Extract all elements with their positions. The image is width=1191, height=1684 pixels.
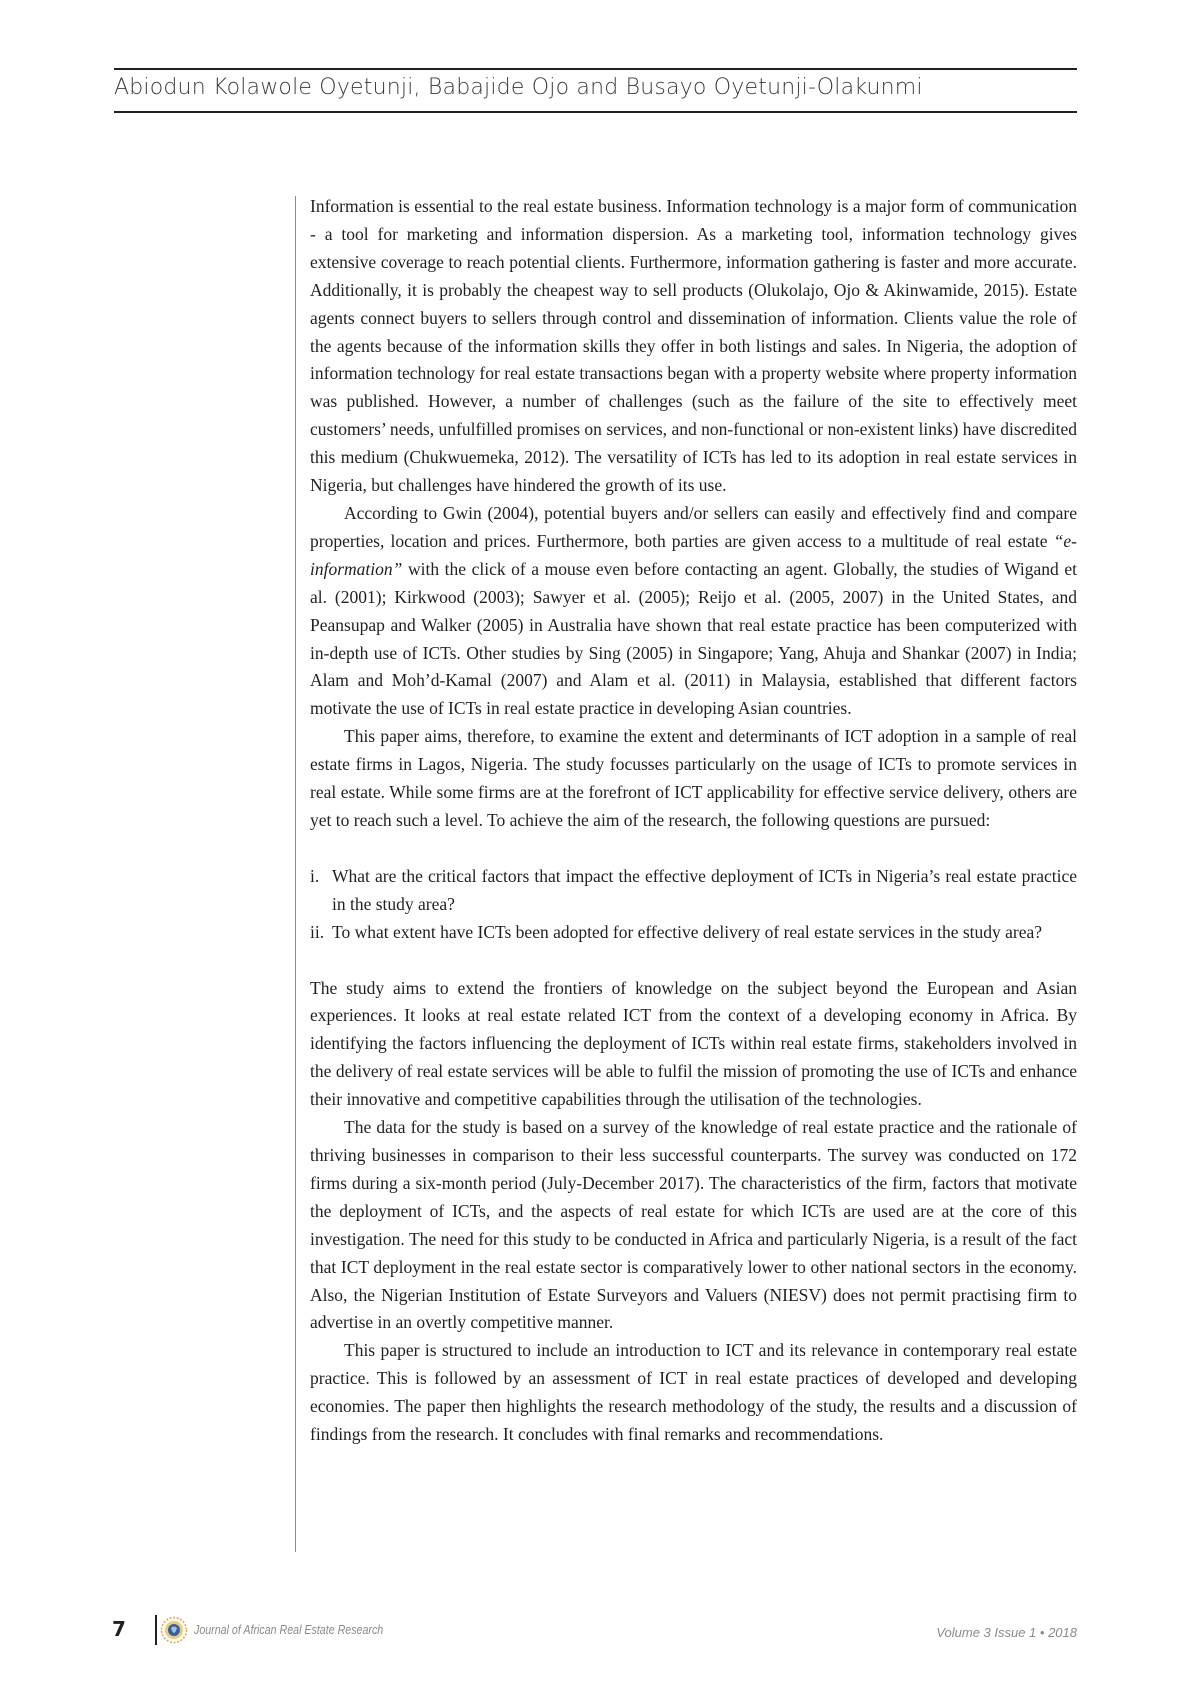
header-rule-top [114, 68, 1077, 70]
paragraph-2-part-a: According to Gwin (2004), potential buyers and/or sellers can easily and effectively find and compare properties, location and prices. Furthermore, both parties are given access to a multitude of real estate [310, 502, 1077, 551]
paragraph-2-italic-term: “e-information” [310, 530, 1077, 579]
article-body [310, 193, 1077, 1449]
spacer [310, 947, 1077, 975]
list-item-number: ii. [310, 921, 325, 942]
paragraph-2-part-b: with the click of a mouse even before contacting an agent. Globally, the studies of Wigand et al. (2001); Kirkwood (2003); Sawyer et al. (2005); Reijo et al. (2005, 2007) in the United States, and Peansupap and Walker (2005) in Australia have shown that real estate practice has been computerized with in-depth use of ICTs. Other studies by Sing (2005) in Singapore; Yang, Ahuja and Shankar (2007) in India; Alam and Moh’d-Kamal (2007) and Alam et al. (2011) in Malaysia, established that different factors motivate the use of ICTs in real estate practice in developing Asian countries. [310, 558, 1077, 719]
journal-logo-icon [160, 1616, 188, 1644]
footer-divider [155, 1615, 157, 1645]
list-item-text: What are the critical factors that impact the effective deployment of ICTs in Nigeria’s real estate practice in the study area? [332, 865, 1077, 914]
paragraph-1: Information is essential to the real estate business. Information technology is a major form of communication - a tool for marketing and information dispersion. As a marketing tool, information technology gives extensive coverage to reach potential clients. Furthermore, information gathering is faster and more accurate. Additionally, it is probably the cheapest way to sell products (Olukolajo, Ojo & Akinwamide, 2015). Estate agents connect buyers to sellers through control and dissemination of information. Clients value the role of the agents because of the information skills they offer in both listings and sales. In Nigeria, the adoption of information technology for real estate transactions began with a property website where property information was published. However, a number of challenges (such as the failure of the site to effectively meet customers’ needs, unfulfilled promises on services, and non-functional or non-existent links) have discredited this medium (Chukwuemeka, 2012). The versatility of ICTs has led to its adoption in real estate services in Nigeria, but challenges have hindered the growth of its use. [310, 196, 1077, 496]
header-rule-bottom [114, 111, 1077, 113]
volume-issue: Volume 3 Issue 1 • 2018 [936, 1625, 1077, 1640]
paragraph-6: This paper is structured to include an introduction to ICT and its relevance in contemporary real estate practice. This is followed by an assessment of ICT in real estate practices of developed and developing economies. The paper then highlights the research methodology of the study, the results and a discussion of findings from the research. It concludes with final remarks and recommendations. [310, 1340, 1077, 1445]
list-item-number: i. [310, 865, 320, 886]
spacer [310, 835, 1077, 863]
list-item-text: To what extent have ICTs been adopted for effective delivery of real estate services in the study area? [332, 921, 1043, 942]
paragraph-2 [310, 500, 1077, 723]
paragraph-3: This paper aims, therefore, to examine the extent and determinants of ICT adoption in a sample of real estate firms in Lagos, Nigeria. The study focusses particularly on the usage of ICTs to promote services in real estate. While some firms are at the forefront of ICT applicability for effective service delivery, others are yet to reach such a level. To achieve the aim of the research, the following questions are pursued: [310, 726, 1077, 830]
running-head-authors: Abiodun Kolawole Oyetunji, Babajide Ojo and Busayo Oyetunji-Olakunmi [114, 75, 923, 100]
page-footer [0, 1615, 1191, 1655]
list-item [310, 919, 1077, 947]
list-item [310, 863, 1077, 919]
research-questions-list [310, 863, 1077, 947]
paragraph-5: The data for the study is based on a survey of the knowledge of real estate practice and the rationale of thriving businesses in comparison to their less successful counterparts. The survey was conducted on 172 firms during a six-month period (July-December 2017). The characteristics of the firm, factors that motivate the deployment of ICTs, and the aspects of real estate for which ICTs are used are at the core of this investigation. The need for this study to be conducted in Africa and particularly Nigeria, is a result of the fact that ICT deployment in the real estate sector is comparatively lower to other national sectors in the economy. Also, the Nigerian Institution of Estate Surveyors and Valuers (NIESV) does not permit practising firm to advertise in an overtly competitive manner. [310, 1117, 1077, 1333]
page-number: 7 [112, 1617, 126, 1641]
paragraph-4: The study aims to extend the frontiers of knowledge on the subject beyond the European and Asian experiences. It looks at real estate related ICT from the context of a developing economy in Africa. By identifying the factors influencing the deployment of ICTs within real estate firms, stakeholders involved in the delivery of real estate services will be able to fulfil the mission of promoting the use of ICTs and enhance their innovative and competitive capabilities through the utilisation of the technologies. [310, 977, 1077, 1110]
journal-name: Journal of African Real Estate Research [194, 1622, 384, 1637]
margin-rule [295, 196, 296, 1552]
